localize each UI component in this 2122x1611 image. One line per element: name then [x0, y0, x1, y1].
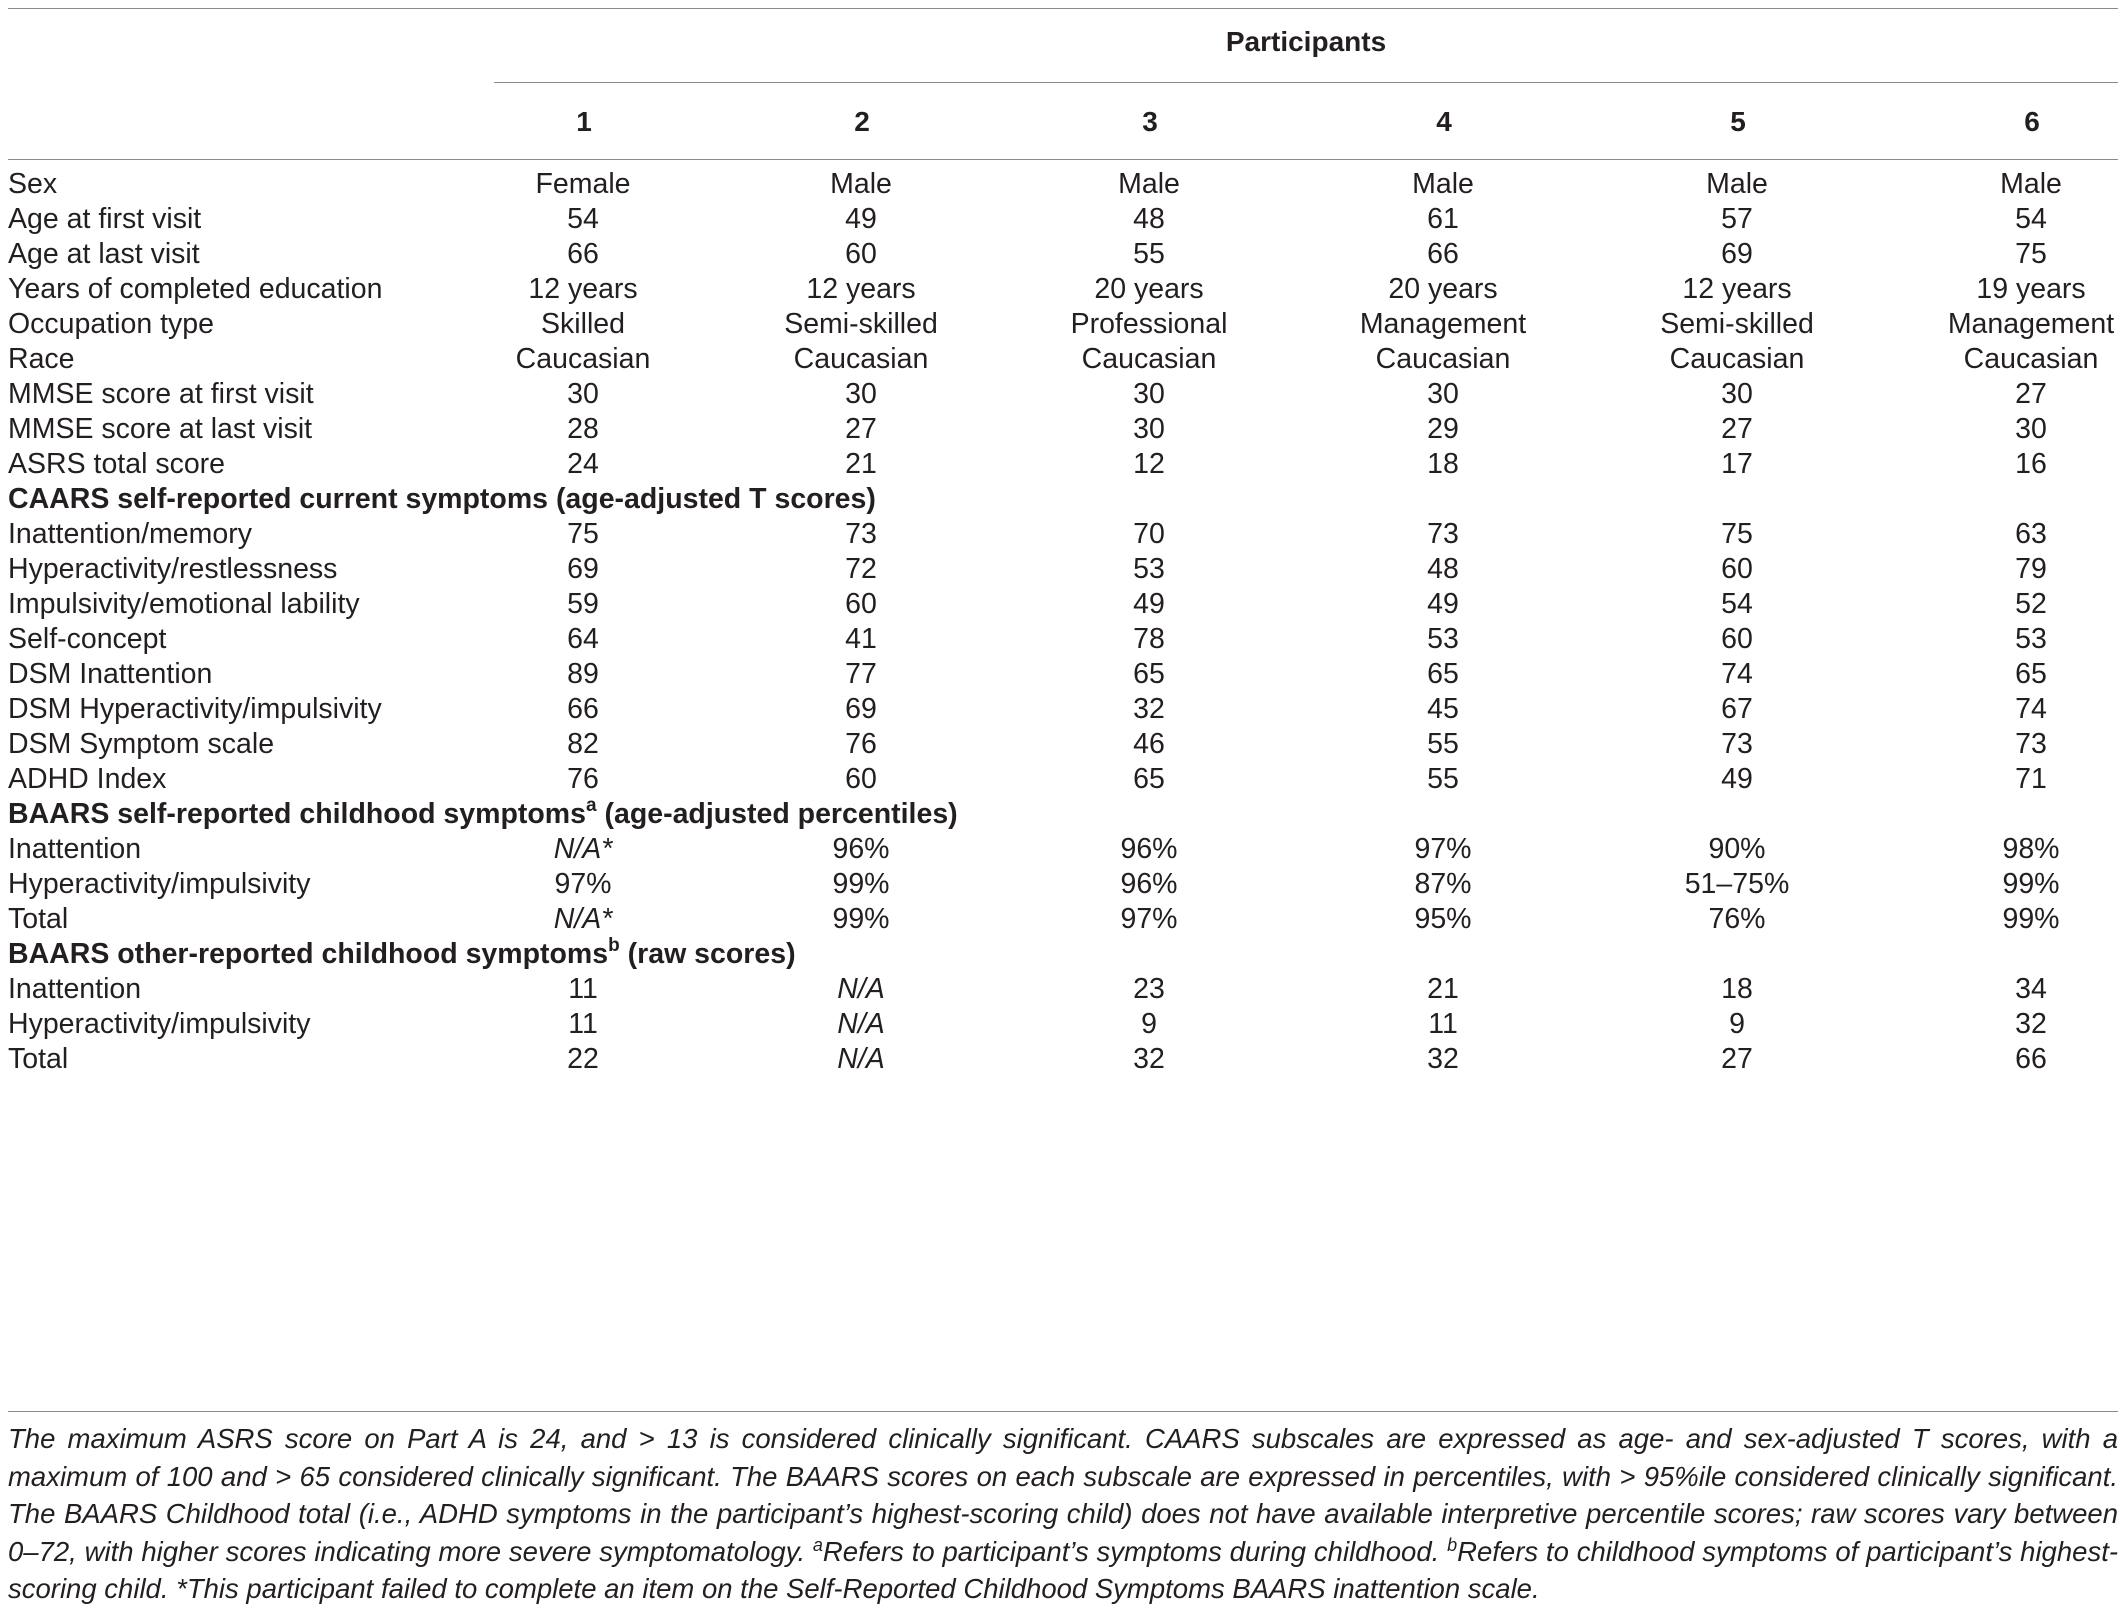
cell-participant-4: 20 years: [1388, 273, 1498, 305]
cell-participant-1: 97%: [554, 868, 612, 900]
cell-participant-4: Caucasian: [1375, 343, 1511, 375]
column-header-2: 2: [854, 106, 870, 137]
cell-participant-5: 73: [1721, 728, 1753, 760]
cell-participant-4: 61: [1427, 203, 1459, 235]
cell-participant-1: 82: [567, 728, 599, 760]
cell-participant-4: 21: [1427, 973, 1459, 1005]
cell-participant-2: 76: [845, 728, 877, 760]
row-label: Age at last visit: [8, 238, 200, 270]
row-label: DSM Hyperactivity/impulsivity: [8, 693, 382, 725]
cell-participant-6: Caucasian: [1963, 343, 2099, 375]
cell-participant-2: 60: [845, 238, 877, 270]
cell-participant-2: 21: [845, 448, 877, 480]
cell-participant-6: 16: [2015, 448, 2047, 480]
cell-participant-4: Male: [1412, 168, 1474, 200]
row-label: Years of completed education: [8, 273, 383, 305]
row-label: ASRS total score: [8, 448, 226, 480]
cell-participant-1: 76: [567, 763, 599, 795]
cell-participant-5: 60: [1721, 553, 1753, 585]
cell-participant-4: 65: [1427, 658, 1459, 690]
cell-participant-1: 69: [567, 553, 599, 585]
cell-participant-1: 54: [567, 203, 599, 235]
cell-participant-5: 49: [1721, 763, 1753, 795]
cell-participant-6: Management: [1947, 308, 2115, 340]
cell-participant-1: 12 years: [528, 273, 638, 305]
cell-participant-3: 55: [1133, 238, 1165, 270]
cell-participant-6: 79: [2015, 553, 2047, 585]
cell-participant-2: 49: [845, 203, 877, 235]
cell-participant-3: 30: [1133, 413, 1165, 445]
table-row: [0, 1036, 2122, 1083]
footnote-text-2: Refers to participant’s symptoms during childhood.: [822, 1535, 1448, 1567]
row-label: MMSE score at first visit: [8, 378, 314, 410]
cell-participant-4: 11: [1428, 1008, 1458, 1040]
footnote-sup-b: b: [1447, 1534, 1458, 1555]
cell-participant-4: 29: [1427, 413, 1459, 445]
cell-participant-6: 74: [2015, 693, 2047, 725]
cell-participant-1: 66: [567, 693, 599, 725]
row-label: Occupation type: [8, 308, 214, 340]
cell-participant-3: 97%: [1120, 903, 1178, 935]
cell-participant-1: N/A*: [553, 903, 613, 935]
column-header-6: 6: [2024, 106, 2040, 137]
footnote-text-3: Refers to childhood symptoms of participant’s highest-scoring child. *This participant failed to complete an item on the Self-Reported Childhood Symptoms BAARS inattention scale.: [8, 1535, 2118, 1604]
section-baars-self-header-footnote-marker: a: [585, 794, 597, 816]
cell-participant-5: 69: [1721, 238, 1753, 270]
cell-participant-3: 46: [1133, 728, 1165, 760]
cell-participant-2: 96%: [832, 833, 890, 865]
cell-participant-3: 53: [1133, 553, 1165, 585]
cell-participant-3: Caucasian: [1081, 343, 1217, 375]
table-footnote: [8, 1420, 2118, 1608]
cell-participant-3: 20 years: [1094, 273, 1204, 305]
participants-span-rule: [494, 82, 2118, 83]
cell-participant-1: 22: [567, 1043, 599, 1075]
section-baars-other-header-text: BAARS other-reported childhood symptoms: [8, 938, 609, 970]
cell-participant-1: 59: [567, 588, 599, 620]
cell-participant-2: Male: [830, 168, 892, 200]
cell-participant-3: 96%: [1120, 868, 1178, 900]
cell-participant-4: 32: [1427, 1043, 1459, 1075]
cell-participant-1: N/A*: [553, 833, 613, 865]
cell-participant-2: 69: [845, 693, 877, 725]
section-baars-self-header-qualifier: (age-adjusted percentiles): [596, 798, 958, 830]
cell-participant-3: 30: [1133, 378, 1165, 410]
cell-participant-2: N/A: [837, 1008, 885, 1040]
cell-participant-5: 67: [1721, 693, 1753, 725]
cell-participant-6: 32: [2015, 1008, 2047, 1040]
cell-participant-3: 78: [1133, 623, 1165, 655]
cell-participant-1: 11: [568, 973, 598, 1005]
row-label: ADHD Index: [8, 763, 167, 795]
cell-participant-3: 65: [1133, 763, 1165, 795]
row-label: Race: [8, 343, 75, 375]
row-label: Sex: [8, 168, 58, 200]
row-label: Inattention/memory: [8, 518, 252, 550]
footnote-text-1: The maximum ASRS score on Part A is 24, and > 13 is considered clinically significant. CAARS subscales are expressed as age- and sex-adjusted T scores, with a maximum of 100 and > 65 considered clinically significant. The BAARS scores on each subscale are expressed in percentiles, with > 95%ile considered clinically significant. The BAARS Childhood total (i.e., ADHD symptoms in the participant’s highest-scoring child) does not have available interpretive percentile scores; raw scores vary between 0–72, with higher scores indicating more severe symptomatology.: [8, 1423, 2118, 1567]
cell-participant-6: 99%: [2002, 903, 2060, 935]
cell-participant-5: 27: [1721, 413, 1753, 445]
participants-group-header: Participants: [1225, 26, 1387, 57]
cell-participant-4: 97%: [1414, 833, 1472, 865]
cell-participant-2: 99%: [832, 868, 890, 900]
cell-participant-1: 28: [567, 413, 599, 445]
cell-participant-4: 49: [1427, 588, 1459, 620]
cell-participant-3: 9: [1141, 1008, 1157, 1040]
footnote-sup-a: a: [812, 1534, 823, 1555]
cell-participant-2: 60: [845, 763, 877, 795]
cell-participant-5: Caucasian: [1669, 343, 1805, 375]
cell-participant-2: Caucasian: [793, 343, 929, 375]
cell-participant-3: Professional: [1070, 308, 1228, 340]
cell-participant-1: Caucasian: [515, 343, 651, 375]
cell-participant-2: 60: [845, 588, 877, 620]
row-label: Total: [8, 903, 69, 935]
row-label: Hyperactivity/impulsivity: [8, 1008, 311, 1040]
cell-participant-3: 32: [1133, 1043, 1165, 1075]
cell-participant-5: Male: [1706, 168, 1768, 200]
cell-participant-3: 70: [1133, 518, 1165, 550]
cell-participant-5: 74: [1721, 658, 1753, 690]
row-label: Inattention: [8, 833, 142, 865]
cell-participant-1: 75: [567, 518, 599, 550]
cell-participant-1: 64: [567, 623, 599, 655]
cell-participant-2: 99%: [832, 903, 890, 935]
cell-participant-5: 54: [1721, 588, 1753, 620]
cell-participant-2: 77: [845, 658, 877, 690]
cell-participant-6: 73: [2015, 728, 2047, 760]
cell-participant-4: 95%: [1414, 903, 1472, 935]
cell-participant-2: 72: [845, 553, 877, 585]
table-bottom-rule: [8, 1411, 2118, 1412]
cell-participant-3: 65: [1133, 658, 1165, 690]
section-baars-self-header-text: BAARS self-reported childhood symptoms: [8, 798, 586, 830]
cell-participant-2: N/A: [837, 1043, 885, 1075]
row-label: Self-concept: [8, 623, 167, 655]
cell-participant-6: 71: [2015, 763, 2047, 795]
cell-participant-4: 66: [1427, 238, 1459, 270]
cell-participant-3: 49: [1133, 588, 1165, 620]
cell-participant-1: Skilled: [541, 308, 625, 340]
column-header-4: 4: [1436, 106, 1452, 137]
cell-participant-3: 12: [1133, 448, 1165, 480]
cell-participant-6: 99%: [2002, 868, 2060, 900]
row-label: MMSE score at last visit: [8, 413, 313, 445]
cell-participant-2: 27: [845, 413, 877, 445]
cell-participant-1: 66: [567, 238, 599, 270]
cell-participant-1: 89: [567, 658, 599, 690]
cell-participant-5: 75: [1721, 518, 1753, 550]
cell-participant-5: 12 years: [1682, 273, 1792, 305]
cell-participant-6: 54: [2015, 203, 2047, 235]
cell-participant-2: 41: [845, 623, 877, 655]
cell-participant-5: 17: [1721, 448, 1753, 480]
cell-participant-2: 73: [845, 518, 877, 550]
cell-participant-4: 18: [1427, 448, 1459, 480]
cell-participant-5: 90%: [1708, 833, 1766, 865]
cell-participant-4: 45: [1427, 693, 1459, 725]
cell-participant-1: 24: [567, 448, 599, 480]
cell-participant-3: 32: [1133, 693, 1165, 725]
row-label: Impulsivity/emotional lability: [8, 588, 360, 620]
row-label: Hyperactivity/impulsivity: [8, 868, 311, 900]
cell-participant-5: 9: [1729, 1008, 1745, 1040]
section-baars-other-header-footnote-marker: b: [608, 934, 620, 956]
section-caars-header: CAARS self-reported current symptoms (age-adjusted T scores): [8, 483, 876, 515]
cell-participant-6: 75: [2015, 238, 2047, 270]
cell-participant-6: 53: [2015, 623, 2047, 655]
cell-participant-6: Male: [2000, 168, 2062, 200]
row-label: DSM Inattention: [8, 658, 213, 690]
cell-participant-6: 66: [2015, 1043, 2047, 1075]
cell-participant-4: 55: [1427, 728, 1459, 760]
cell-participant-5: 76%: [1708, 903, 1766, 935]
cell-participant-5: 27: [1721, 1043, 1753, 1075]
row-label: DSM Symptom scale: [8, 728, 275, 760]
column-header-5: 5: [1730, 106, 1746, 137]
cell-participant-5: 30: [1721, 378, 1753, 410]
cell-participant-3: 96%: [1120, 833, 1178, 865]
cell-participant-5: 57: [1721, 203, 1753, 235]
cell-participant-6: 34: [2015, 973, 2047, 1005]
header-bottom-rule: [8, 159, 2118, 160]
cell-participant-4: 87%: [1414, 868, 1472, 900]
cell-participant-5: Semi-skilled: [1660, 308, 1814, 340]
row-label: Total: [8, 1043, 69, 1075]
cell-participant-6: 27: [2015, 378, 2047, 410]
cell-participant-6: 98%: [2002, 833, 2060, 865]
cell-participant-4: 53: [1427, 623, 1459, 655]
cell-participant-1: 30: [567, 378, 599, 410]
cell-participant-6: 63: [2015, 518, 2047, 550]
row-label: Hyperactivity/restlessness: [8, 553, 338, 585]
cell-participant-3: 48: [1133, 203, 1165, 235]
cell-participant-4: 73: [1427, 518, 1459, 550]
table-top-rule: [8, 8, 2118, 9]
row-label: Age at first visit: [8, 203, 202, 235]
cell-participant-2: 12 years: [806, 273, 916, 305]
cell-participant-1: 11: [568, 1008, 598, 1040]
column-header-3: 3: [1142, 106, 1158, 137]
cell-participant-4: 55: [1427, 763, 1459, 795]
cell-participant-2: 30: [845, 378, 877, 410]
cell-participant-5: 60: [1721, 623, 1753, 655]
cell-participant-2: Semi-skilled: [784, 308, 938, 340]
column-header-1: 1: [576, 106, 592, 137]
cell-participant-5: 51–75%: [1684, 868, 1790, 900]
cell-participant-4: 30: [1427, 378, 1459, 410]
cell-participant-4: 48: [1427, 553, 1459, 585]
cell-participant-3: 23: [1133, 973, 1165, 1005]
cell-participant-4: Management: [1359, 308, 1527, 340]
row-label: Inattention: [8, 973, 142, 1005]
cell-participant-2: N/A: [837, 973, 885, 1005]
cell-participant-1: Female: [535, 168, 631, 200]
cell-participant-6: 19 years: [1976, 273, 2086, 305]
section-baars-other-header-qualifier: (raw scores): [619, 938, 796, 970]
cell-participant-6: 52: [2015, 588, 2047, 620]
cell-participant-3: Male: [1118, 168, 1180, 200]
cell-participant-6: 65: [2015, 658, 2047, 690]
cell-participant-5: 18: [1721, 973, 1753, 1005]
cell-participant-6: 30: [2015, 413, 2047, 445]
